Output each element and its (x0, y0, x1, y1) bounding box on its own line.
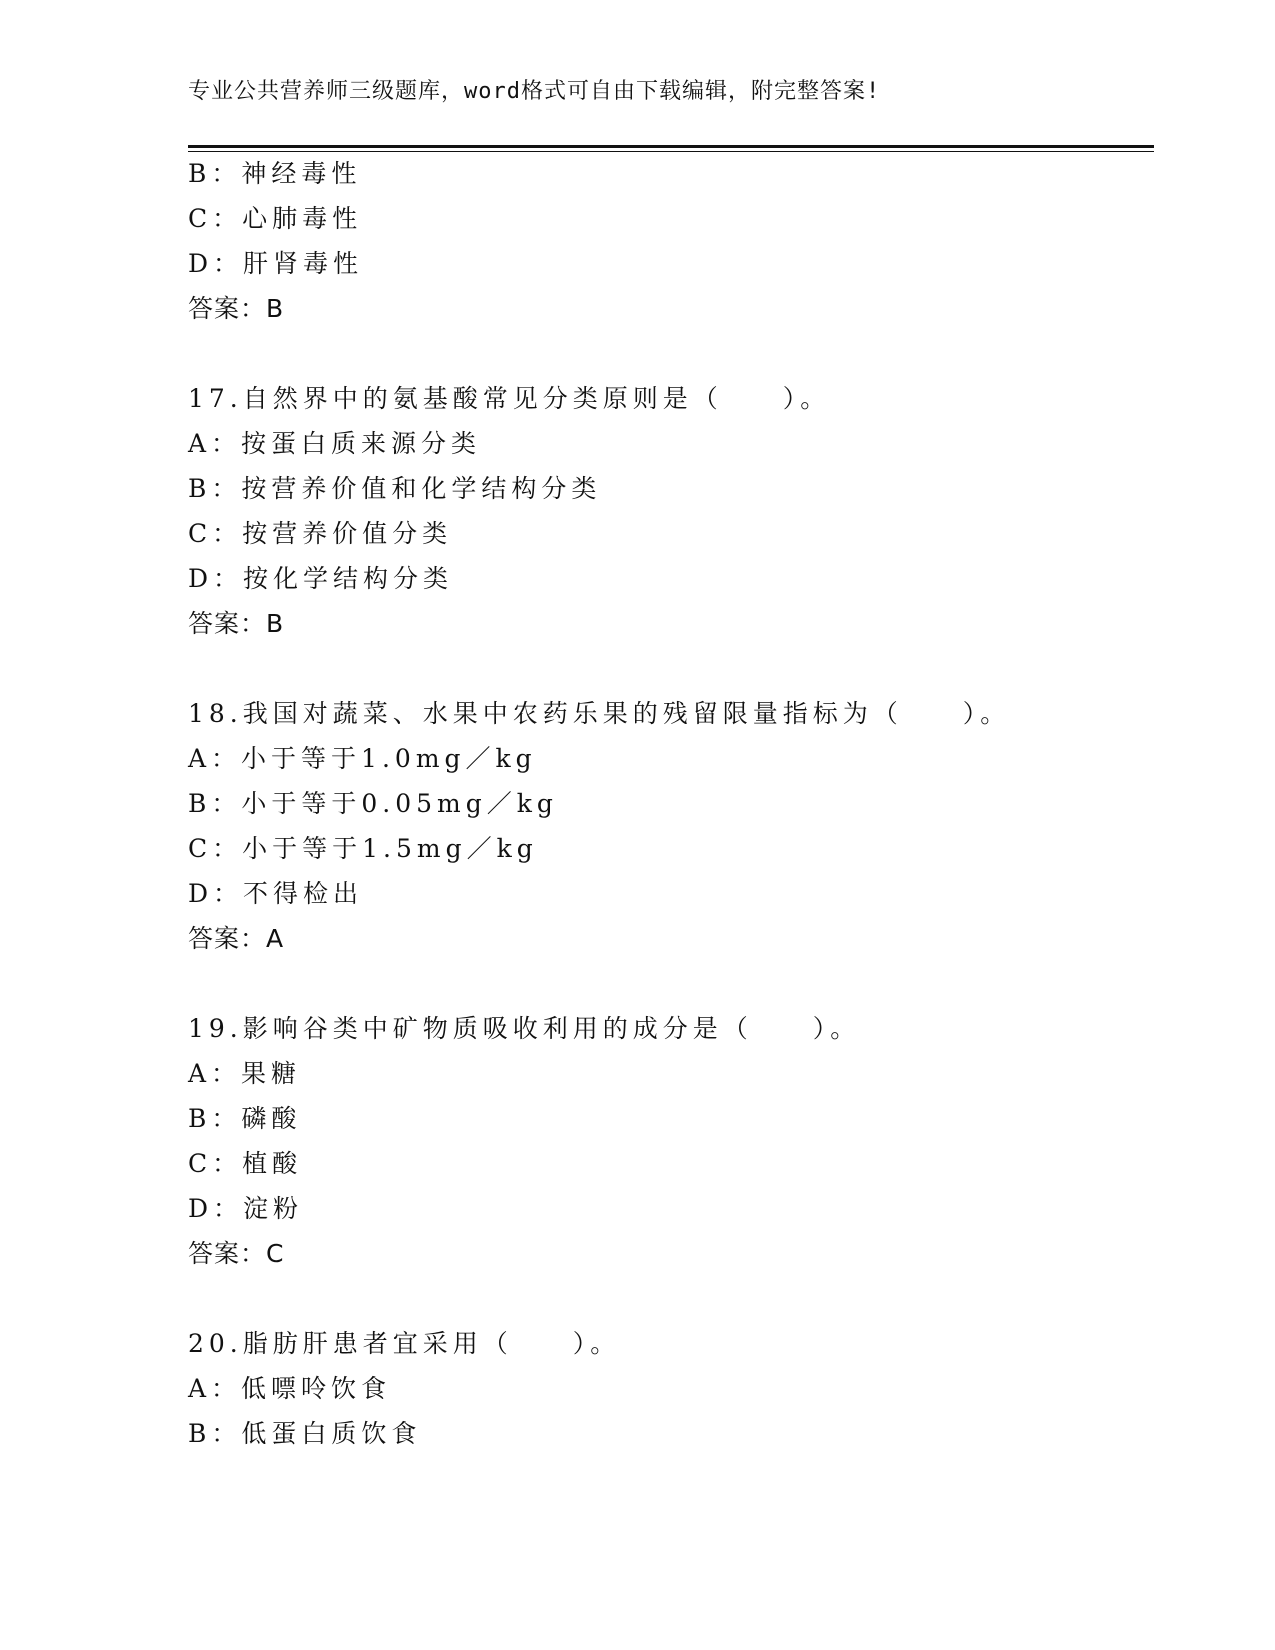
q18-option-c: C：小于等于1.5mg／kg (188, 834, 538, 863)
q19-option-a: A：果糖 (188, 1059, 302, 1088)
q18-option-d: D：不得检出 (188, 879, 364, 908)
q17-question: 17.自然界中的氨基酸常见分类原则是（ ）。 (188, 384, 831, 413)
q17-option-c: C：按营养价值分类 (188, 519, 453, 548)
header-rule-thick (188, 145, 1154, 148)
q19-option-d: D：淀粉 (188, 1194, 304, 1223)
q17-option-d: D：按化学结构分类 (188, 564, 454, 593)
q18-option-a: A：小于等于1.0mg／kg (188, 744, 537, 773)
q19-option-c: C：植酸 (188, 1149, 303, 1178)
page-header: 专业公共营养师三级题库，word格式可自由下载编辑，附完整答案! (188, 79, 881, 104)
q19-option-b: B：磷酸 (188, 1104, 302, 1133)
q18-option-b: B：小于等于0.05mg／kg (188, 789, 558, 818)
q16-option-b: B：神经毒性 (188, 159, 362, 188)
q17-answer: 答案：B (188, 609, 285, 638)
q20-option-a: A：低嘌呤饮食 (188, 1374, 392, 1403)
q19-answer: 答案：C (188, 1239, 285, 1268)
q20-question: 20.脂肪肝患者宜采用（ ）。 (188, 1329, 621, 1358)
q16-answer: 答案：B (188, 294, 285, 323)
q17-option-a: A：按蛋白质来源分类 (188, 429, 482, 458)
q18-answer: 答案：A (188, 924, 285, 953)
q19-question: 19.影响谷类中矿物质吸收利用的成分是（ ）。 (188, 1014, 861, 1043)
q17-option-b: B：按营养价值和化学结构分类 (188, 474, 602, 503)
q18-question: 18.我国对蔬菜、水果中农药乐果的残留限量指标为（ ）。 (188, 699, 1011, 728)
q16-option-d: D：肝肾毒性 (188, 249, 364, 278)
q16-option-c: C：心肺毒性 (188, 204, 363, 233)
header-rule-thin (188, 151, 1154, 152)
q20-option-b: B：低蛋白质饮食 (188, 1419, 422, 1448)
